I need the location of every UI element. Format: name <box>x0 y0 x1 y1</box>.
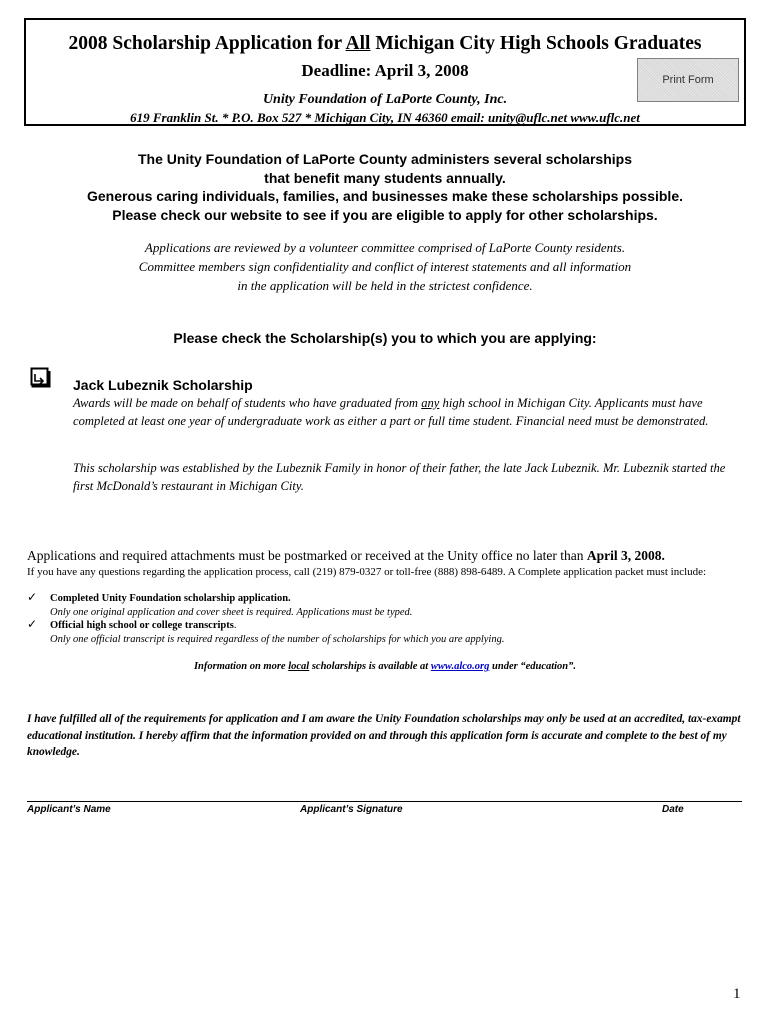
applicant-name-label: Applicant’s Name <box>27 804 111 815</box>
deadline: Deadline: April 3, 2008 <box>301 61 469 80</box>
page-number: 1 <box>733 986 741 1002</box>
date-label: Date <box>662 804 684 815</box>
requirement-item-note: Only one original application and cover sheet is required. Applications must be typed. <box>50 607 413 618</box>
requirement-item-title: Official high school or college transcripts. <box>50 620 237 631</box>
review-paragraph: Applications are reviewed by a volunteer committee comprised of LaPorte County residents. Committee members sign confidentiality and conflict of interest statements and all information in the application will be held in the strictest confidence. <box>138 240 632 293</box>
alco-link[interactable]: www.alco.org <box>430 661 490 672</box>
scholarship-name: Jack Lubeznik Scholarship <box>73 377 253 393</box>
foundation-name: Unity Foundation of LaPorte County, Inc. <box>262 92 508 107</box>
scholarship-checkbox-icon[interactable] <box>30 367 52 389</box>
signature-line <box>27 801 742 802</box>
requirement-item-title: Completed Unity Foundation scholarship application. <box>50 593 291 604</box>
intro-paragraph: The Unity Foundation of LaPorte County administers several scholarships that benefit many students annually. Generous caring individuals, families, and businesses make these scholarships possible. Please check our website to see if you are eligible to apply for other scholarships. <box>87 151 683 223</box>
postmark-requirement: Applications and required attachments must be postmarked or received at the Unity office no later than April 3, 2008. <box>27 548 665 563</box>
scholarship-description: Awards will be made on behalf of students who have graduated from any high school in Michigan City. Applicants must have completed at least one year of undergraduate work as either a part or full time student. Financial need must be demonstrated. <box>73 396 709 428</box>
questions-contact: If you have any questions regarding the application process, call (219) 879-0327 or toll-free (888) 898-6489. A Complete application packet must include: <box>27 566 707 578</box>
scholarship-check-heading: Please check the Scholarship(s) you to which you are applying: <box>173 330 597 346</box>
page-title: 2008 Scholarship Application for All Michigan City High Schools Graduates <box>68 33 702 54</box>
affirmation-statement: I have fulfilled all of the requirements for application and I am aware the Unity Foundation scholarships may only be used at an accredited, tax-exampt educational institution. I hereby affirm that the information provided on and through this application form is accurate and complete to the best of my knowledge. <box>27 713 741 758</box>
check-mark-icon: ✓ <box>27 590 38 604</box>
requirement-item-note: Only one official transcript is required regardless of the number of scholarships for which you are applying. <box>50 634 505 645</box>
applicant-signature-label: Applicant’s Signature <box>300 804 403 815</box>
scholarship-history: This scholarship was established by the Lubeznik Family in honor of their father, the late Jack Lubeznik. Mr. Lubeznik started the first McDonald’s restaurant in Michigan City. <box>73 461 726 493</box>
title-emphasis: All <box>345 33 371 54</box>
more-info-note: Information on more local scholarships is available at www.alco.org under “education”. <box>193 661 577 672</box>
print-form-button[interactable]: Print Form <box>637 58 739 102</box>
contact-address: 619 Franklin St. * P.O. Box 527 * Michigan City, IN 46360 email: unity@uflc.net www.uflc.net <box>130 110 640 125</box>
check-mark-icon: ✓ <box>27 617 38 631</box>
